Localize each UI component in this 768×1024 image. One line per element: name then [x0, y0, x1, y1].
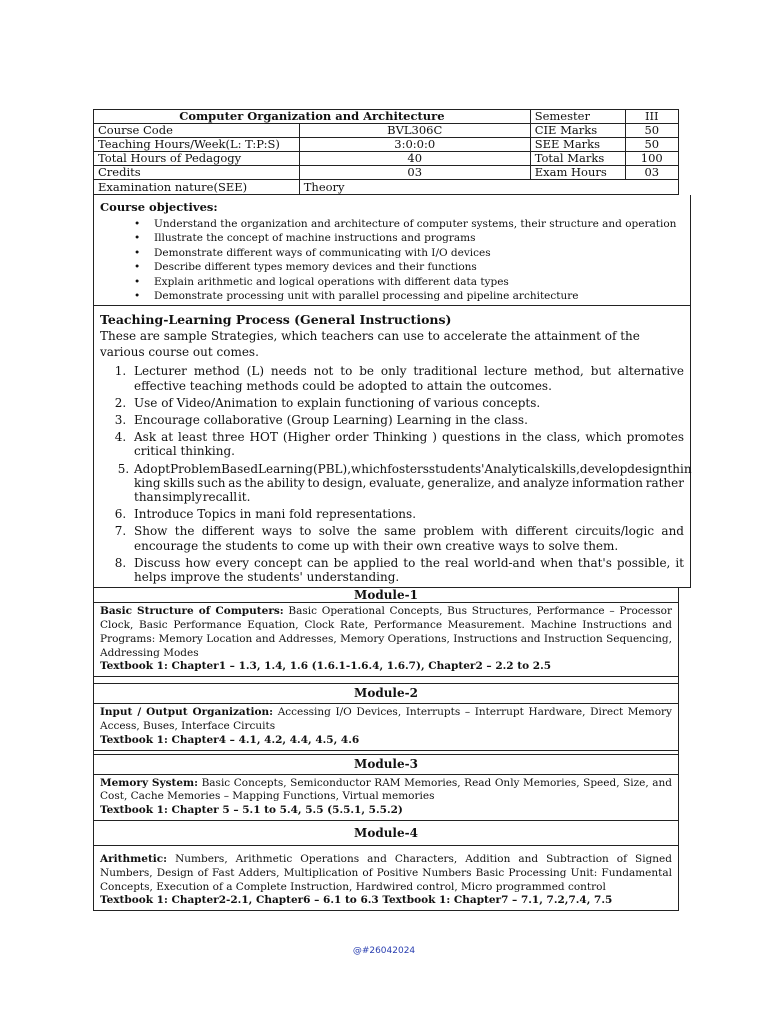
- module-topic-lead: Basic Structure of Computers:: [100, 605, 284, 618]
- module-topics: Basic Operational Concepts, Bus Structures, Performance – Processor Clock, Basic Performance Equation, Clock Rate, Performance Measurement. Machine Instructions and Programs: Memory Location and Addresses, Memory Operations, Instructions and Instruction Sequencing, Addressing Modes: [100, 605, 672, 659]
- row-label: Course Code: [94, 124, 300, 138]
- tlp-intro: These are sample Strategies, which teachers can use to accelerate the attainment of the various course out comes.: [100, 329, 640, 360]
- semester-label: Semester: [530, 110, 625, 124]
- list-item: 7. Show the different ways to solve the same problem with different circuits/logic and encourage the students to come up with their own creative ways to solve them.: [130, 524, 684, 552]
- row-right-label: Total Marks: [530, 152, 625, 166]
- module-body: [93, 704, 679, 750]
- row-value: 3:0:0:0: [299, 138, 530, 152]
- row-right-value: 50: [625, 138, 678, 152]
- list-item: • Describe different types memory devices and their functions: [154, 260, 684, 274]
- module-topics: Accessing I/O Devices, Interrupts – Interrupt Hardware, Direct Memory Access, Buses, Interface Circuits: [100, 706, 672, 733]
- row-label: Credits: [94, 166, 300, 180]
- module-topic-lead: Arithmetic:: [100, 853, 168, 866]
- row-right-label: CIE Marks: [530, 124, 625, 138]
- list-item: 6. Introduce Topics in mani fold representations.: [130, 507, 684, 521]
- row-value: BVL306C: [299, 124, 530, 138]
- syllabus-sheet: [93, 109, 692, 911]
- module-topic-lead: Input / Output Organization:: [100, 706, 274, 719]
- objectives-heading: Course objectives:: [100, 200, 218, 214]
- module-heading: Module-4: [93, 821, 679, 846]
- list-item: • Understand the organization and architecture of computer systems, their structure and operation: [154, 217, 684, 231]
- module-body: [93, 775, 679, 821]
- row-label: Teaching Hours/Week(L: T:P:S): [94, 138, 300, 152]
- title-row: [94, 110, 679, 124]
- semester-value: III: [625, 110, 678, 124]
- module-topics: Basic Concepts, Semiconductor RAM Memories, Read Only Memories, Speed, Size, and Cost, Cache Memories – Mapping Functions, Virtual memories: [100, 776, 672, 803]
- list-item: 1. Lecturer method (L) needs not to be only traditional lecture method, but alternative effective teaching methods could be adopted to attain the outcomes.: [130, 364, 684, 392]
- list-item: • Demonstrate processing unit with parallel processing and pipeline architecture: [154, 289, 684, 303]
- teaching-learning-process: [93, 306, 691, 588]
- header-row: [94, 138, 679, 152]
- row-value: 40: [299, 152, 530, 166]
- module-textbook: Textbook 1: Chapter4 – 4.1, 4.2, 4.4, 4.5, 4.6: [100, 733, 360, 746]
- module-body: [93, 603, 679, 677]
- module-spacer: [93, 677, 679, 684]
- course-objectives: [93, 195, 691, 306]
- row-right-label: SEE Marks: [530, 138, 625, 152]
- course-title: Computer Organization and Architecture: [94, 110, 531, 124]
- row-right-label: Exam Hours: [530, 166, 625, 180]
- footer-tag: @#26042024: [352, 946, 416, 956]
- module-heading: Module-1: [93, 588, 679, 603]
- module-body: [93, 846, 679, 911]
- row-right-value: 50: [625, 124, 678, 138]
- list-item: 8. Discuss how every concept can be applied to the real world-and when that's possible, it helps improve the students' understanding.: [130, 556, 684, 584]
- header-row: [94, 152, 679, 166]
- row-right-value: 100: [625, 152, 678, 166]
- tlp-heading: Teaching-Learning Process (General Instructions): [100, 312, 452, 328]
- row-label: Total Hours of Pedagogy: [94, 152, 300, 166]
- course-header-table: [93, 109, 679, 195]
- list-item: 4. Ask at least three HOT (Higher order Thinking ) questions in the class, which promotes critical thinking.: [130, 430, 684, 458]
- tlp-list: [100, 364, 692, 585]
- exam-nature-value: Theory: [299, 180, 678, 195]
- module-textbook: Textbook 1: Chapter1 – 1.3, 1.4, 1.6 (1.6.1-1.6.4, 1.6.7), Chapter2 – 2.2 to 2.5: [100, 660, 552, 673]
- objectives-list: [100, 217, 684, 303]
- list-item: • Demonstrate different ways of communicating with I/O devices: [154, 246, 684, 260]
- list-item: • Illustrate the concept of machine instructions and programs: [154, 231, 684, 245]
- list-item: 3. Encourage collaborative (Group Learning) Learning in the class.: [130, 413, 684, 427]
- list-item: 5. AdoptProblemBasedLearning(PBL),whichfostersstudents'Analyticalskills,developdesignthin king skills such as the ability to design, evaluate, generalize, and analyze information rather than simply recall it.: [130, 462, 684, 505]
- exam-nature-label: Examination nature(SEE): [94, 180, 300, 195]
- list-item: 2. Use of Video/Animation to explain functioning of various concepts.: [130, 396, 684, 410]
- list-item: • Explain arithmetic and logical operations with different data types: [154, 275, 684, 289]
- module-topic-lead: Memory System:: [100, 776, 199, 789]
- module-heading: Module-2: [93, 684, 679, 704]
- module-topics: Numbers, Arithmetic Operations and Characters, Addition and Subtraction of Signed Numbers, Design of Fast Adders, Multiplication of Positive Numbers Basic Processing Unit: Fundamental Concepts, Execution of a Complete Instruction, Hardwired control, Micro programmed control: [100, 853, 672, 893]
- header-row: [94, 124, 679, 138]
- exam-nature-row: [94, 180, 679, 195]
- module-textbook: Textbook 1: Chapter 5 – 5.1 to 5.4, 5.5 (5.5.1, 5.5.2): [100, 804, 403, 817]
- header-row: [94, 166, 679, 180]
- row-value: 03: [299, 166, 530, 180]
- row-right-value: 03: [625, 166, 678, 180]
- module-heading: Module-3: [93, 755, 679, 775]
- module-textbook: Textbook 1: Chapter2-2.1, Chapter6 – 6.1 to 6.3 Textbook 1: Chapter7 – 7.1, 7.2,7.4, 7.5: [100, 894, 613, 907]
